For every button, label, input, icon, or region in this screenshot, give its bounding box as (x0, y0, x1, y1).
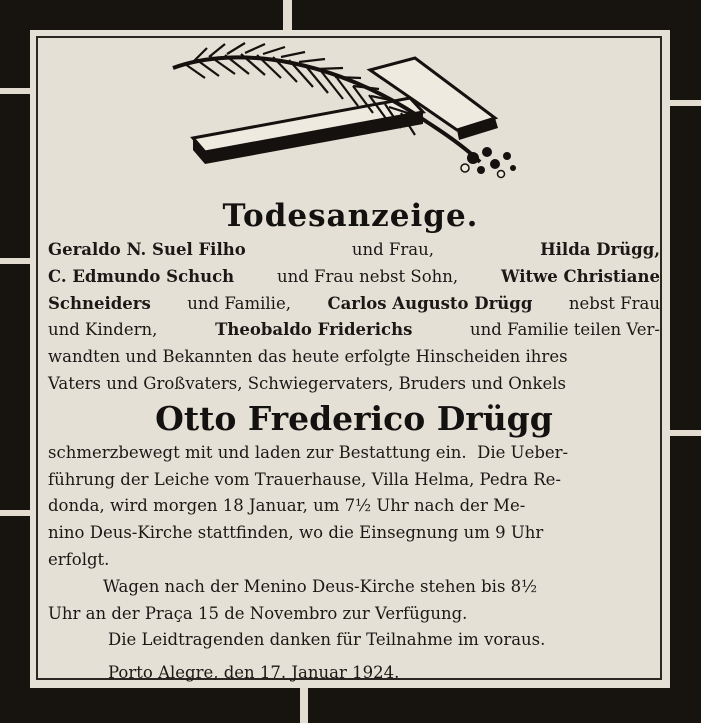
border-right (670, 0, 701, 723)
body-line-5 (48, 547, 660, 574)
text-fragment: Uhr an der Praça 15 de Novembro zur Verfügung. (48, 603, 468, 623)
intro-line-6 (48, 371, 660, 398)
text-fragment: schmerzbewegt mit und laden zur Bestattung ein. Die Ueber- (48, 442, 569, 462)
body-line-4 (48, 520, 660, 547)
border-gap (670, 430, 701, 436)
family-name: Theobaldo Friderichs (215, 320, 413, 340)
border-gap (300, 688, 308, 723)
wagen-line-2 (48, 601, 660, 628)
notice-title: Todesanzeige. (222, 198, 479, 234)
intro-line-5 (48, 344, 660, 371)
text-fragment: führung der Leiche vom Trauerhause, Villa Helma, Pedra Re- (48, 469, 561, 489)
border-gap (0, 510, 30, 516)
border-bottom (0, 688, 701, 723)
intro-line-1 (48, 237, 660, 264)
cross-with-palm-frond-icon (165, 40, 530, 200)
family-name: Geraldo N. Suel Filho (48, 240, 246, 259)
text-fragment: und Familie teilen Ver- (464, 320, 660, 340)
text-fragment: und Kindern, (48, 320, 163, 340)
wagen-line-1 (48, 574, 660, 601)
family-name: Witwe Christiane (500, 266, 660, 286)
text-fragment: nebst Frau (563, 293, 660, 313)
family-name: Hilda Drügg, (540, 240, 660, 259)
body-line-2 (48, 467, 660, 494)
thanks-line (48, 627, 660, 654)
border-gap (0, 258, 30, 264)
border-top (0, 0, 701, 30)
text-fragment: und Frau nebst Sohn, (271, 266, 464, 286)
border-gap (283, 0, 292, 30)
text-fragment: erfolgt. (48, 549, 110, 569)
text-fragment: donda, wird morgen 18 Januar, um 7½ Uhr nach der Me- (48, 496, 526, 516)
body-line-1 (48, 440, 660, 467)
text-fragment: Wagen nach der Menino Deus-Kirche stehen bis 8½ (103, 576, 538, 596)
text-fragment: wandten und Bekannten das heute erfolgte Hinscheiden ihres (48, 347, 568, 367)
text-fragment: Porto Alegre, den 17. Januar 1924. (108, 663, 400, 683)
intro-line-3 (48, 291, 660, 318)
intro-line-2 (48, 264, 660, 291)
intro-line-4 (48, 317, 660, 344)
deceased-name: Otto Frederico Drügg (155, 398, 553, 438)
text-fragment: und Frau, (346, 240, 440, 259)
text-fragment: Die Leidtragenden danken für Teilnahme im voraus. (108, 630, 546, 650)
text-fragment: nino Deus-Kirche stattfinden, wo die Einsegnung um 9 Uhr (48, 523, 544, 543)
text-fragment: und Familie, (182, 293, 297, 313)
border-gap (0, 88, 30, 94)
text-fragment: Vaters und Großvaters, Schwiegervaters, Bruders und Onkels (48, 373, 566, 393)
family-name: Carlos Augusto Drügg (327, 293, 533, 313)
place-date-line (48, 660, 660, 687)
family-name: C. Edmundo Schuch (48, 266, 235, 286)
body-line-3 (48, 493, 660, 520)
notice-text (48, 237, 660, 687)
border-left (0, 0, 30, 723)
family-name: Schneiders (48, 293, 151, 313)
border-gap (670, 100, 701, 106)
